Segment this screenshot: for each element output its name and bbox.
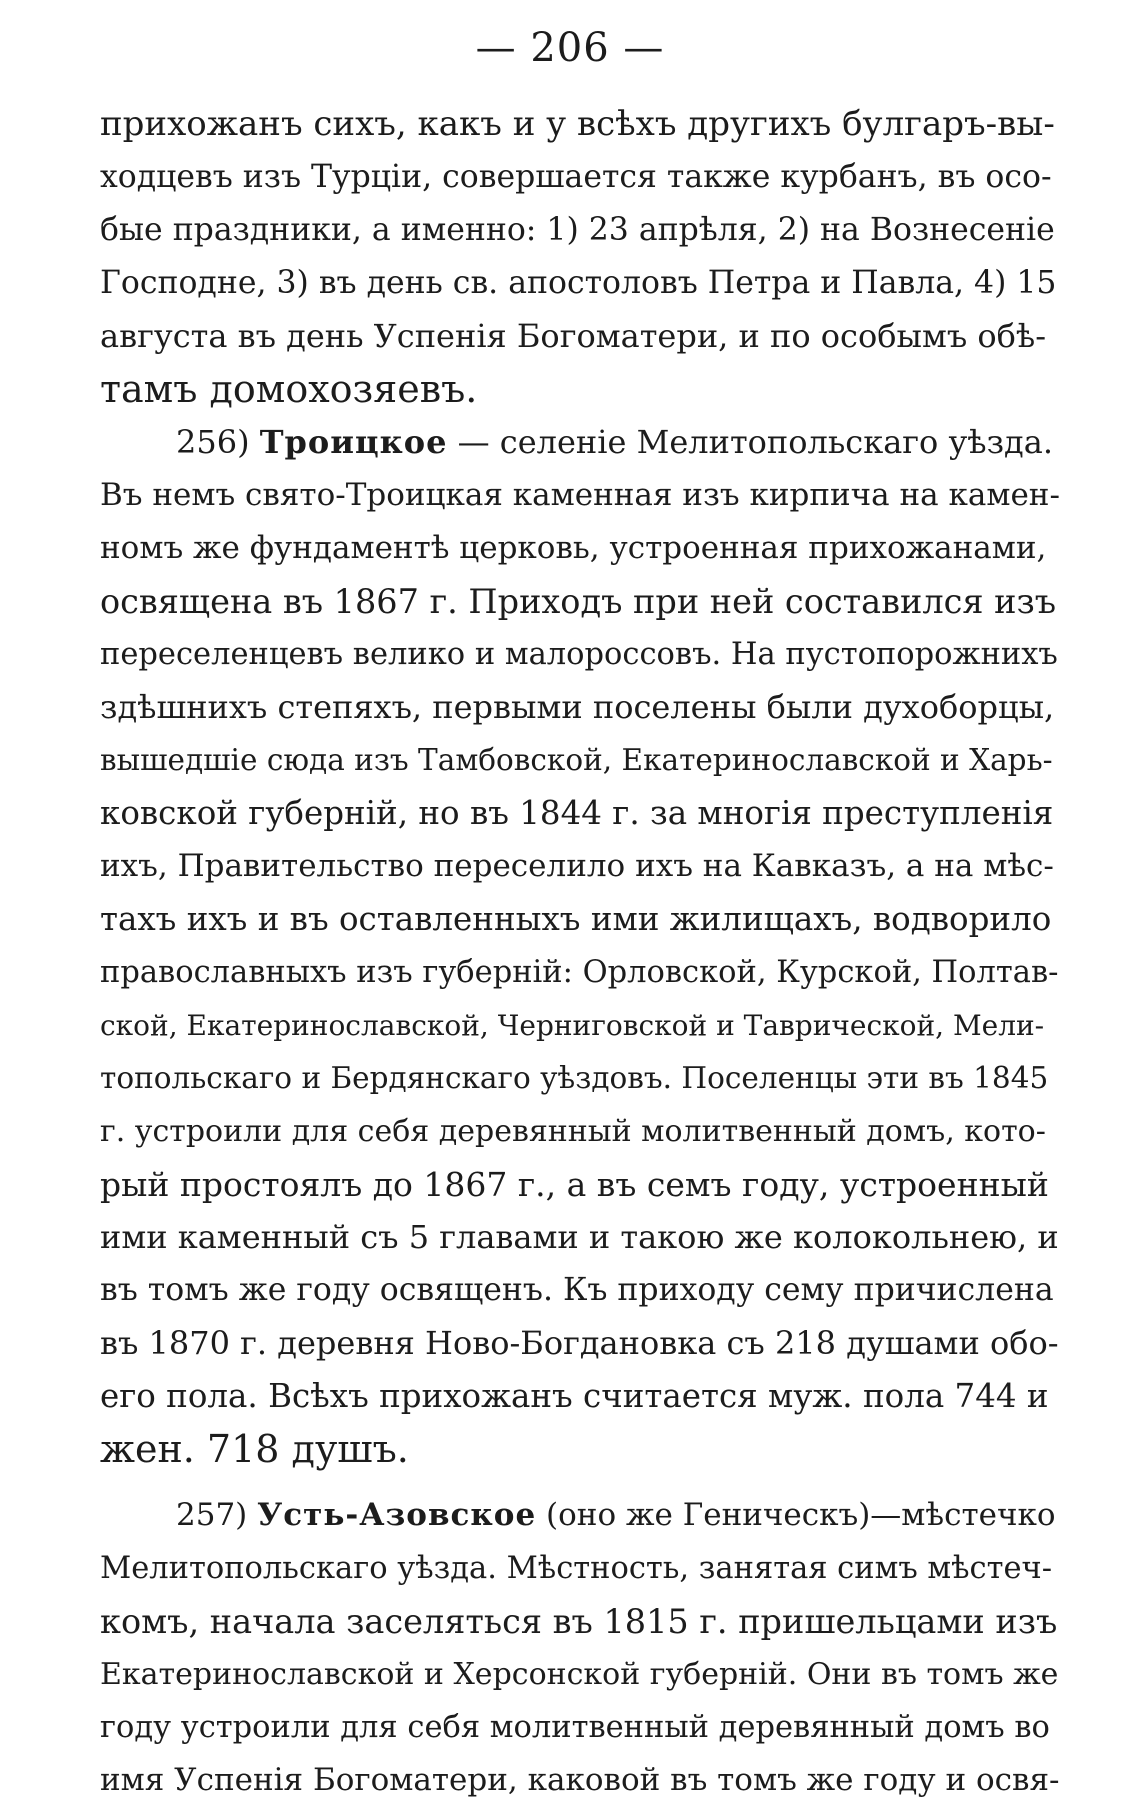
entry-title: Троицкое [259,423,448,461]
text-line: августа въ день Успенія Богоматери, и по особымъ обѣ- [100,317,1046,355]
text-line: тахъ ихъ и въ оставленныхъ ими жилищахъ, водворило [100,900,1052,938]
text-line: тамъ домохозяевъ. [100,367,478,411]
text-line: въ 1870 г. деревня Ново-Богдановка съ 218 душами обо- [100,1324,1059,1362]
text-line: прихожанъ сихъ, какъ и у всѣхъ другихъ булгаръ-вы- [100,104,1055,144]
entry-number: 256) [176,423,260,461]
text-line: топольскаго и Бердянскаго уѣздовъ. Поселенцы эти въ 1845 [100,1061,1049,1095]
entry-heading-rest: (оно же Геническъ)—мѣстечко [536,1497,1056,1533]
text-line: его пола. Всѣхъ прихожанъ считается муж. пола 744 и [100,1377,1049,1415]
text-line: Въ немъ свято-Троицкая каменная изъ кирпича на камен- [100,477,1060,513]
paragraph [100,1489,1060,1807]
text-line: вышедшіе сюда изъ Тамбовской, Екатеринославской и Харь- [100,743,1053,777]
text-line: освящена въ 1867 г. Приходъ при ней составился изъ [100,582,1057,621]
text-line: бые праздники, а именно: 1) 23 апрѣля, 2) на Вознесеніе [100,212,1055,248]
entry-heading-line [100,1489,1060,1542]
body-text [100,98,1060,1807]
text-line: Господне, 3) въ день св. апостоловъ Петра и Павла, 4) 15 [100,265,1057,301]
text-line: г. устроили для себя деревянный молитвенный домъ, кото- [100,1114,1046,1149]
paragraph [100,98,1060,416]
entry-title: Усть-Азовское [257,1497,537,1533]
text-line: ковской губерній, но въ 1844 г. за многія преступленія [100,794,1054,832]
text-line: въ томъ же году освященъ. Къ приходу сему причислена [100,1272,1054,1308]
paragraph-gap [100,1476,1060,1489]
text-line: здѣшнихъ степяхъ, первыми поселены были духоборцы, [100,688,1055,726]
text-line: ими каменный съ 5 главами и такою же колокольнею, и [100,1218,1059,1256]
text-line: переселенцевъ велико и малороссовъ. На пустопорожнихъ [100,637,1058,672]
entry-number: 257) [176,1497,258,1533]
text-line: имя Успенія Богоматери, каковой въ томъ же году и освя- [100,1762,1060,1798]
text-line: ходцевъ изъ Турціи, совершается также курбанъ, въ осо- [100,159,1052,195]
paragraph [100,416,1060,1476]
page-number: — 206 — [475,25,665,71]
text-line: комъ, начала заселяться въ 1815 г. пришельцами изъ [100,1602,1058,1641]
text-line: рый простоялъ до 1867 г., а въ семъ году, устроенный [100,1165,1049,1204]
text-line: Мелитопольскаго уѣзда. Мѣстность, занятая симъ мѣстеч- [100,1551,1053,1586]
entry-heading-rest: — селеніе Мелитопольскаго уѣзда. [447,423,1053,461]
text-line: номъ же фундаментѣ церковь, устроенная прихожанами, [100,530,1047,566]
text-line: православныхъ изъ губерній: Орловской, Курской, Полтав- [100,955,1059,990]
text-line: ской, Екатеринославской, Черниговской и Таврической, Мели- [100,1009,1045,1042]
text-line: жен. 718 душъ. [100,1427,409,1471]
text-line: году устроили для себя молитвенный деревянный домъ во [100,1710,1050,1745]
text-line: Екатеринославской и Херсонской губерній. Они въ томъ же [100,1657,1059,1692]
text-line: ихъ, Правительство переселило ихъ на Кавказъ, а на мѣс- [100,848,1054,884]
entry-heading-line [100,416,1060,469]
